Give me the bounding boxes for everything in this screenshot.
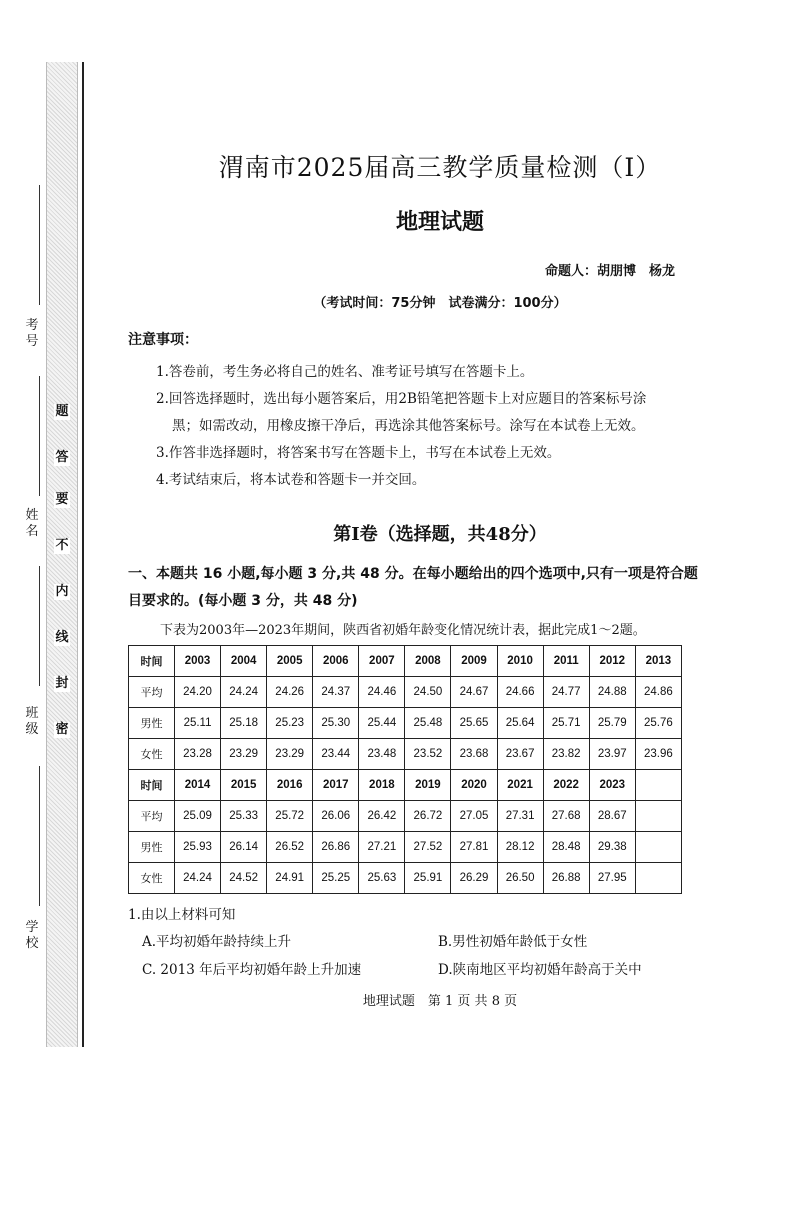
table-cell: 25.79	[589, 708, 635, 739]
table-cell	[635, 801, 681, 832]
table-cell: 25.18	[221, 708, 267, 739]
option-d[interactable]: D.陕南地区平均初婚年龄高于关中	[438, 962, 642, 978]
table-row-label: 男性	[129, 832, 175, 863]
table-year-cell: 2004	[221, 646, 267, 677]
table-cell: 26.42	[359, 801, 405, 832]
table-cell: 25.72	[267, 801, 313, 832]
table-cell: 24.24	[175, 863, 221, 894]
section-title: 第Ⅰ卷（选择题，共48分）	[333, 524, 547, 545]
table-year-cell: 2018	[359, 770, 405, 801]
notice-title: 注意事项：	[128, 332, 198, 348]
binding-strip	[46, 62, 78, 1047]
option-a[interactable]: A.平均初婚年龄持续上升	[142, 934, 292, 950]
table-cell: 25.09	[175, 801, 221, 832]
table-cell: 29.38	[589, 832, 635, 863]
exam-info: （考试时间：75分钟 试卷满分：100分）	[313, 296, 567, 311]
subject-title: 地理试题	[395, 210, 484, 235]
table-year-cell: 2015	[221, 770, 267, 801]
table-cell: 26.72	[405, 801, 451, 832]
table-year-cell: 2020	[451, 770, 497, 801]
table-cell: 28.67	[589, 801, 635, 832]
table-row-label: 时间	[129, 646, 175, 677]
notice-item: 2.回答选择题时，选出每小题答案后，用2B铅笔把答题卡上对应题目的答案标号涂	[156, 391, 647, 407]
table-cell: 23.52	[405, 739, 451, 770]
table-cell: 23.97	[589, 739, 635, 770]
table-cell	[635, 863, 681, 894]
table-cell: 26.86	[313, 832, 359, 863]
notice-item: 1.答卷前，考生务必将自己的姓名、准考证号填写在答题卡上。	[156, 364, 534, 380]
student-id-label: 考号	[25, 318, 39, 349]
table-cell: 23.44	[313, 739, 359, 770]
table-cell: 25.65	[451, 708, 497, 739]
table-cell: 24.77	[543, 677, 589, 708]
table-cell: 24.24	[221, 677, 267, 708]
seal-char: 封	[55, 676, 69, 691]
table-row	[129, 708, 682, 739]
section-intro-continuation: 目要求的。(每小题 3 分，共 48 分)	[128, 593, 358, 609]
table-row-label: 女性	[129, 863, 175, 894]
table-cell: 26.88	[543, 863, 589, 894]
table-cell: 23.29	[221, 739, 267, 770]
table-row-label: 时间	[129, 770, 175, 801]
seal-char: 不	[55, 538, 69, 553]
table-cell: 23.96	[635, 739, 681, 770]
table-header-row	[129, 646, 682, 677]
table-cell: 27.21	[359, 832, 405, 863]
school-line[interactable]	[39, 766, 40, 906]
table-cell: 23.29	[267, 739, 313, 770]
table-year-cell: 2007	[359, 646, 405, 677]
table-cell: 25.63	[359, 863, 405, 894]
table-year-cell: 2017	[313, 770, 359, 801]
table-cell: 27.05	[451, 801, 497, 832]
table-cell: 24.46	[359, 677, 405, 708]
class-label: 班级	[25, 706, 39, 737]
table-year-cell: 2009	[451, 646, 497, 677]
table-cell: 27.31	[497, 801, 543, 832]
table-cell: 26.52	[267, 832, 313, 863]
option-b[interactable]: B.男性初婚年龄低于女性	[438, 934, 588, 950]
table-row	[129, 739, 682, 770]
table-row	[129, 677, 682, 708]
name-line[interactable]	[39, 376, 40, 496]
seal-char: 密	[55, 722, 69, 737]
table-row	[129, 832, 682, 863]
table-header-row	[129, 770, 682, 801]
table-cell: 24.26	[267, 677, 313, 708]
table-year-cell: 2012	[589, 646, 635, 677]
table-year-cell: 2010	[497, 646, 543, 677]
table-cell: 24.66	[497, 677, 543, 708]
page-title: 渭南市2025届高三教学质量检测（Ⅰ）	[218, 153, 662, 182]
table-cell: 23.48	[359, 739, 405, 770]
table-cell: 26.50	[497, 863, 543, 894]
table-year-cell: 2008	[405, 646, 451, 677]
seal-char: 线	[55, 630, 69, 645]
class-line[interactable]	[39, 566, 40, 686]
binding-line	[82, 62, 84, 1047]
table-cell: 26.29	[451, 863, 497, 894]
page-footer: 地理试题 第 1 页 共 8 页	[362, 994, 518, 1009]
table-cell: 25.48	[405, 708, 451, 739]
table-cell: 24.37	[313, 677, 359, 708]
student-id-line[interactable]	[39, 185, 40, 305]
table-cell: 25.33	[221, 801, 267, 832]
seal-char: 题	[55, 404, 69, 419]
table-cell: 25.44	[359, 708, 405, 739]
table-cell: 23.67	[497, 739, 543, 770]
table-cell: 28.48	[543, 832, 589, 863]
table-cell: 27.52	[405, 832, 451, 863]
table-cell: 24.91	[267, 863, 313, 894]
table-cell: 24.50	[405, 677, 451, 708]
seal-char: 要	[55, 492, 69, 507]
table-cell: 26.14	[221, 832, 267, 863]
table-cell: 27.95	[589, 863, 635, 894]
table-cell: 27.68	[543, 801, 589, 832]
table-year-cell: 2014	[175, 770, 221, 801]
table-cell: 24.20	[175, 677, 221, 708]
table-cell: 23.82	[543, 739, 589, 770]
table-year-cell: 2023	[589, 770, 635, 801]
table-year-cell: 2003	[175, 646, 221, 677]
table-cell	[635, 832, 681, 863]
table-cell: 23.68	[451, 739, 497, 770]
table-row-label: 平均	[129, 677, 175, 708]
table-cell: 23.28	[175, 739, 221, 770]
seal-char: 答	[55, 450, 69, 465]
name-label: 姓名	[25, 508, 39, 539]
table-cell: 25.93	[175, 832, 221, 863]
table-cell: 24.88	[589, 677, 635, 708]
table-cell: 24.86	[635, 677, 681, 708]
section-intro: 一、本题共 16 小题,每小题 3 分,共 48 分。在每小题给出的四个选项中,只有一项是符合题	[128, 566, 698, 582]
table-cell: 25.64	[497, 708, 543, 739]
table-row-label: 平均	[129, 801, 175, 832]
table-year-cell: 2013	[635, 646, 681, 677]
table-cell: 25.76	[635, 708, 681, 739]
table-caption: 下表为2003年—2023年期间，陕西省初婚年龄变化情况统计表，据此完成1～2题。	[160, 623, 646, 638]
author-line: 命题人：胡朋博 杨龙	[544, 264, 675, 279]
notice-item: 4.考试结束后，将本试卷和答题卡一并交回。	[156, 472, 426, 488]
table-cell: 24.52	[221, 863, 267, 894]
table-cell: 25.91	[405, 863, 451, 894]
table-year-cell	[635, 770, 681, 801]
table-year-cell: 2011	[543, 646, 589, 677]
table-row-label: 男性	[129, 708, 175, 739]
table-cell: 25.23	[267, 708, 313, 739]
table-cell: 27.81	[451, 832, 497, 863]
table-cell: 26.06	[313, 801, 359, 832]
table-cell: 24.67	[451, 677, 497, 708]
seal-char: 内	[55, 584, 69, 599]
table-year-cell: 2019	[405, 770, 451, 801]
option-c[interactable]: C. 2013 年后平均初婚年龄上升加速	[142, 962, 362, 978]
table-row	[129, 801, 682, 832]
table-cell: 25.25	[313, 863, 359, 894]
question-stem: 1.由以上材料可知	[128, 907, 236, 923]
table-year-cell: 2021	[497, 770, 543, 801]
table-year-cell: 2006	[313, 646, 359, 677]
table-row	[129, 863, 682, 894]
table-cell: 25.30	[313, 708, 359, 739]
table-cell: 28.12	[497, 832, 543, 863]
school-label: 学校	[25, 920, 39, 951]
table-cell: 25.71	[543, 708, 589, 739]
table-year-cell: 2005	[267, 646, 313, 677]
table-year-cell: 2022	[543, 770, 589, 801]
notice-item: 3.作答非选择题时，将答案书写在答题卡上，书写在本试卷上无效。	[156, 445, 561, 461]
marriage-age-table	[128, 645, 682, 894]
table-row-label: 女性	[129, 739, 175, 770]
table-cell: 25.11	[175, 708, 221, 739]
table-year-cell: 2016	[267, 770, 313, 801]
notice-item-continuation: 黑；如需改动，用橡皮擦干净后，再选涂其他答案标号。涂写在本试卷上无效。	[172, 418, 645, 434]
